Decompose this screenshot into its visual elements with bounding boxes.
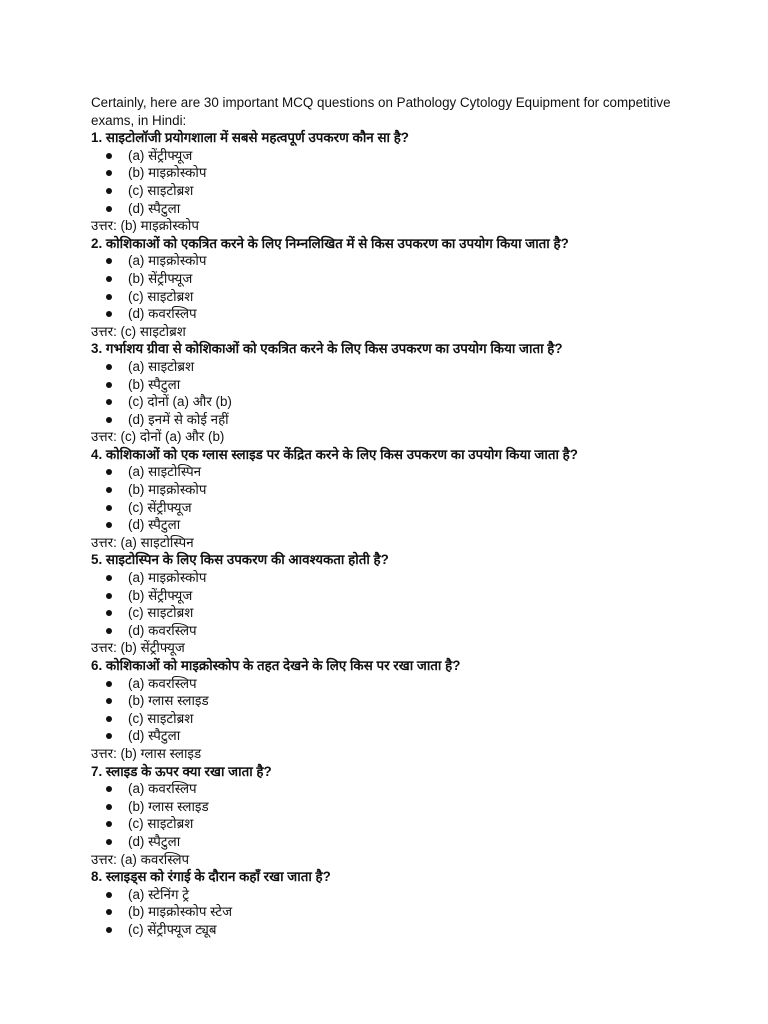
bullet-icon bbox=[106, 399, 112, 405]
option-text: (c) दोनों (a) और (b) bbox=[128, 394, 232, 410]
bullet-icon bbox=[106, 698, 112, 704]
answer-text: उत्तर: (c) दोनों (a) और (b) bbox=[91, 429, 225, 445]
question-label: स्लाइड्स को रंगाई के दौरान कहाँ रखा जाता है? bbox=[105, 869, 331, 885]
option-text: (c) साइटोब्रश bbox=[128, 710, 194, 726]
option-item bbox=[91, 393, 711, 411]
bullet-icon bbox=[106, 364, 112, 370]
bullet-icon bbox=[106, 628, 112, 634]
option-item bbox=[91, 833, 711, 851]
question-text bbox=[91, 551, 711, 569]
option-list bbox=[91, 675, 711, 745]
option-list bbox=[91, 358, 711, 428]
document-page bbox=[91, 94, 711, 939]
bullet-icon bbox=[106, 839, 112, 845]
question-block bbox=[91, 657, 711, 763]
option-text: (b) सेंट्रीफ्यूज bbox=[128, 587, 193, 603]
option-item bbox=[91, 710, 711, 728]
option-text: (a) स्टेनिंग ट्रे bbox=[128, 886, 189, 902]
question-label: गर्भाशय ग्रीवा से कोशिकाओं को एकत्रित करने के लिए किस उपकरण का उपयोग किया जाता है? bbox=[105, 341, 563, 357]
option-list bbox=[91, 252, 711, 322]
bullet-icon bbox=[106, 575, 112, 581]
question-number: 8. bbox=[91, 869, 103, 885]
question-label: साइटोलॉजी प्रयोगशाला में सबसे महत्वपूर्ण उपकरण कौन सा है? bbox=[105, 130, 409, 146]
bullet-icon bbox=[106, 188, 112, 194]
question-text bbox=[91, 868, 711, 886]
option-item bbox=[91, 675, 711, 693]
answer-text: उत्तर: (b) माइक्रोस्कोप bbox=[91, 218, 199, 234]
option-item bbox=[91, 270, 711, 288]
option-item bbox=[91, 569, 711, 587]
question-block bbox=[91, 129, 711, 235]
option-item bbox=[91, 815, 711, 833]
answer-text: उत्तर: (a) साइटोस्पिन bbox=[91, 534, 194, 550]
question-number: 3. bbox=[91, 341, 103, 357]
question-label: कोशिकाओं को एकत्रित करने के लिए निम्नलिखित में से किस उपकरण का उपयोग किया जाता है? bbox=[105, 235, 569, 251]
option-item bbox=[91, 903, 711, 921]
option-item bbox=[91, 376, 711, 394]
question-text bbox=[91, 235, 711, 253]
option-text: (a) माइक्रोस्कोप bbox=[128, 570, 207, 586]
option-text: (d) कवरस्लिप bbox=[128, 306, 197, 322]
bullet-icon bbox=[106, 417, 112, 423]
question-number: 4. bbox=[91, 446, 103, 462]
bullet-icon bbox=[106, 681, 112, 687]
option-text: (c) साइटोब्रश bbox=[128, 605, 194, 621]
option-text: (d) इनमें से कोई नहीं bbox=[128, 411, 229, 427]
question-text bbox=[91, 763, 711, 781]
option-item bbox=[91, 481, 711, 499]
option-text: (c) सेंट्रीफ्यूज bbox=[128, 499, 192, 515]
bullet-icon bbox=[106, 927, 112, 933]
option-item bbox=[91, 499, 711, 517]
question-block bbox=[91, 868, 711, 938]
option-text: (d) स्पैटुला bbox=[128, 200, 181, 216]
option-text: (a) साइटोस्पिन bbox=[128, 464, 202, 480]
question-number: 7. bbox=[91, 763, 103, 779]
option-text: (a) सेंट्रीफ्यूज bbox=[128, 147, 193, 163]
option-text: (b) माइक्रोस्कोप स्टेज bbox=[128, 904, 233, 920]
question-label: कोशिकाओं को एक ग्लास स्लाइड पर केंद्रित करने के लिए किस उपकरण का उपयोग किया जाता है? bbox=[105, 446, 578, 462]
question-label: साइटोस्पिन के लिए किस उपकरण की आवश्यकता होती है? bbox=[105, 552, 389, 568]
option-text: (d) स्पैटुला bbox=[128, 517, 181, 533]
option-list bbox=[91, 886, 711, 939]
option-list bbox=[91, 780, 711, 850]
question-text bbox=[91, 657, 711, 675]
option-text: (a) कवरस्लिप bbox=[128, 781, 197, 797]
bullet-icon bbox=[106, 892, 112, 898]
bullet-icon bbox=[106, 258, 112, 264]
option-text: (b) माइक्रोस्कोप bbox=[128, 482, 207, 498]
option-text: (b) सेंट्रीफ्यूज bbox=[128, 270, 193, 286]
option-item bbox=[91, 411, 711, 429]
question-block bbox=[91, 551, 711, 657]
option-item bbox=[91, 164, 711, 182]
option-item bbox=[91, 200, 711, 218]
option-item bbox=[91, 604, 711, 622]
option-text: (b) माइक्रोस्कोप bbox=[128, 165, 207, 181]
option-item bbox=[91, 305, 711, 323]
answer-text: उत्तर: (b) सेंट्रीफ्यूज bbox=[91, 640, 185, 656]
bullet-icon bbox=[106, 206, 112, 212]
question-text bbox=[91, 129, 711, 147]
option-item bbox=[91, 463, 711, 481]
bullet-icon bbox=[106, 469, 112, 475]
question-block bbox=[91, 235, 711, 341]
bullet-icon bbox=[106, 821, 112, 827]
bullet-icon bbox=[106, 522, 112, 528]
question-text bbox=[91, 340, 711, 358]
question-number: 6. bbox=[91, 658, 103, 673]
bullet-icon bbox=[106, 294, 112, 300]
option-item bbox=[91, 288, 711, 306]
option-item bbox=[91, 516, 711, 534]
bullet-icon bbox=[106, 311, 112, 317]
option-item bbox=[91, 780, 711, 798]
bullet-icon bbox=[106, 153, 112, 159]
bullet-icon bbox=[106, 909, 112, 915]
bullet-icon bbox=[106, 610, 112, 616]
option-list bbox=[91, 147, 711, 217]
option-text: (a) साइटोब्रश bbox=[128, 358, 195, 374]
option-text: (d) कवरस्लिप bbox=[128, 622, 197, 638]
option-item bbox=[91, 147, 711, 165]
option-list bbox=[91, 463, 711, 533]
bullet-icon bbox=[106, 804, 112, 810]
bullet-icon bbox=[106, 382, 112, 388]
answer-text: उत्तर: (c) साइटोब्रश bbox=[91, 323, 186, 339]
option-text: (a) कवरस्लिप bbox=[128, 675, 197, 691]
question-block bbox=[91, 446, 711, 552]
option-item bbox=[91, 921, 711, 939]
option-text: (c) साइटोब्रश bbox=[128, 816, 194, 832]
question-text bbox=[91, 446, 711, 464]
option-list bbox=[91, 569, 711, 639]
option-text: (b) ग्लास स्लाइड bbox=[128, 798, 209, 814]
option-item bbox=[91, 692, 711, 710]
option-text: (c) साइटोब्रश bbox=[128, 288, 194, 304]
option-text: (d) स्पैटुला bbox=[128, 728, 181, 744]
question-block bbox=[91, 763, 711, 869]
bullet-icon bbox=[106, 505, 112, 511]
question-number: 5. bbox=[91, 552, 103, 568]
option-item bbox=[91, 358, 711, 376]
question-label: स्लाइड के ऊपर क्या रखा जाता है? bbox=[105, 763, 272, 779]
option-item bbox=[91, 622, 711, 640]
question-list bbox=[91, 129, 711, 938]
bullet-icon bbox=[106, 593, 112, 599]
question-number: 1. bbox=[91, 130, 103, 146]
bullet-icon bbox=[106, 487, 112, 493]
option-text: (b) स्पैटुला bbox=[128, 376, 181, 392]
option-item bbox=[91, 886, 711, 904]
answer-text: उत्तर: (b) ग्लास स्लाइड bbox=[91, 745, 202, 761]
bullet-icon bbox=[106, 733, 112, 739]
intro-text: Certainly, here are 30 important MCQ questions on Pathology Cytology Equipment for competitive exams, in Hindi: bbox=[91, 95, 671, 128]
question-block bbox=[91, 340, 711, 446]
option-text: (c) सेंट्रीफ्यूज ट्यूब bbox=[128, 921, 217, 937]
option-text: (a) माइक्रोस्कोप bbox=[128, 253, 207, 269]
option-item bbox=[91, 252, 711, 270]
bullet-icon bbox=[106, 786, 112, 792]
bullet-icon bbox=[106, 170, 112, 176]
option-text: (c) साइटोब्रश bbox=[128, 182, 194, 198]
option-item bbox=[91, 182, 711, 200]
option-item bbox=[91, 727, 711, 745]
answer-text: उत्तर: (a) कवरस्लिप bbox=[91, 851, 190, 867]
option-text: (d) स्पैटुला bbox=[128, 833, 181, 849]
bullet-icon bbox=[106, 716, 112, 722]
bullet-icon bbox=[106, 276, 112, 282]
option-text: (b) ग्लास स्लाइड bbox=[128, 693, 209, 709]
question-number: 2. bbox=[91, 235, 103, 251]
option-item bbox=[91, 798, 711, 816]
option-item bbox=[91, 587, 711, 605]
question-label: कोशिकाओं को माइक्रोस्कोप के तहत देखने के लिए किस पर रखा जाता है? bbox=[105, 658, 461, 673]
